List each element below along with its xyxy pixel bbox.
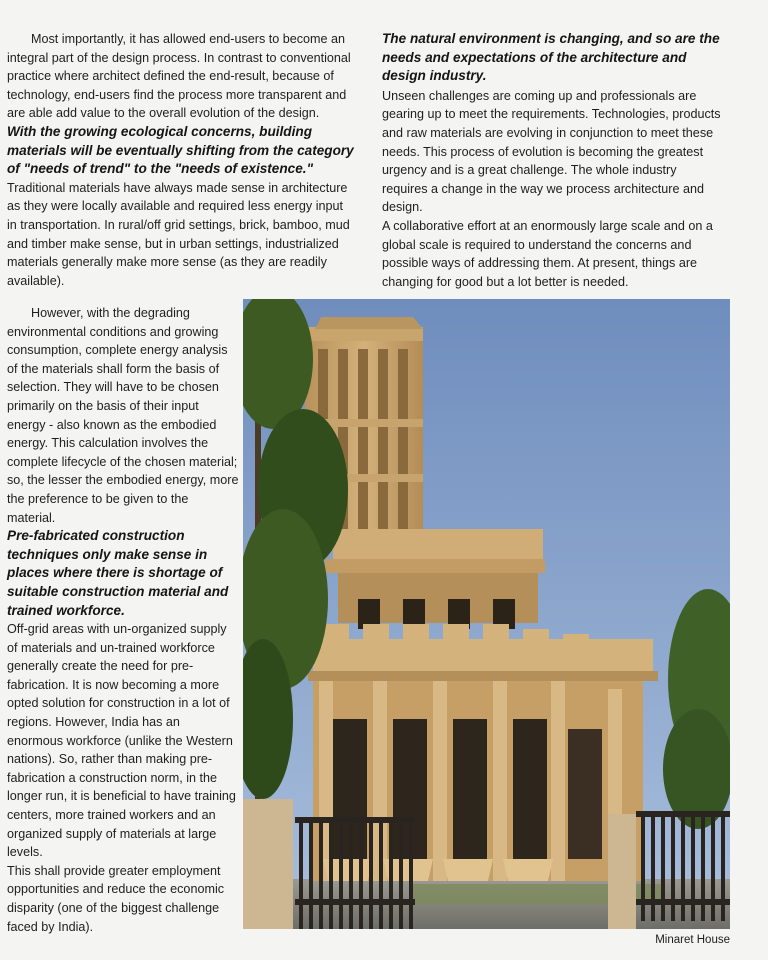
paragraph-end-users: Most importantly, it has allowed end-users to become an integral part of the design process. In contrast to conventional practice where architect defined the end-result, because of technology, end-users find the process more transparent and are able add value to the overall evolution of the design. [7,32,351,121]
gate-pillar-left [243,799,293,929]
paragraph-traditional-materials: Traditional materials have always made sense in architecture as they were locally available and required less energy input in transportation. In rural/off grid settings, brick, bamboo, mud and timber make sense, but in urban settings, industrialized materials generally make more sense (as they are readily available). [7,180,350,288]
heading-natural-environment: The natural environment is changing, and so are the needs and expectations of the architecture and design industry. [382,31,720,84]
heading-prefabricated: Pre-fabricated construction techniques only make sense in places where there is shortage of suitable construction material and trained workforce. [7,528,229,618]
building-photo [243,299,730,929]
photo-caption: Minaret House [655,934,730,946]
left-column-bottom [7,304,239,936]
paragraph-unseen-challenges: Unseen challenges are coming up and professionals are gearing up to meet the requirements. Technologies, products and raw materials are evolving in conjunction to meet these needs. This process of evolution is becoming the greatest urgency and is a great challenge. The whole industry requires a change in the way we process architecture and design. [382,88,721,215]
paragraph-off-grid: Off-grid areas with un-organized supply of materials and un-trained workforce generally create the need for pre-fabrication. It is now becoming a more opted solution for construction in a lot of regions. However, India has an enormous workforce (unlike the Western nations). So, rather than making pre-fabrication a construction norm, in the longer run, it is beneficial to have training centers, more trained workers and an organized supply of materials at large levels. [7,622,236,860]
heading-ecological-concerns: With the growing ecological concerns, building materials will be eventually shifting from the category of "needs of trend" to the "needs of existence." [7,123,354,177]
paragraph-employment: This shall provide greater employment opportunities and reduce the economic disparity (one of the biggest challenge faced by India). [7,863,225,934]
left-column-top [7,30,355,290]
paragraph-energy-analysis: However, with the degrading environmental conditions and growing consumption, complete energy analysis of the materials shall form the basis of selection. They will have to be chosen primarily on the basis of their input energy - also known as the embodied energy. This calculation involves the complete lifecycle of the chosen material; so, the lesser the embodied energy, more the preference to be given to the material. [7,306,239,525]
right-column [382,30,722,291]
paragraph-collaborative-effort: A collaborative effort at an enormously large scale and on a global scale is required to understand the concerns and possible ways of addressing them. At present, things are changing for good but a lot better is needed. [382,218,713,289]
gate-pillar-right [608,814,636,929]
upper-floor [325,529,545,629]
